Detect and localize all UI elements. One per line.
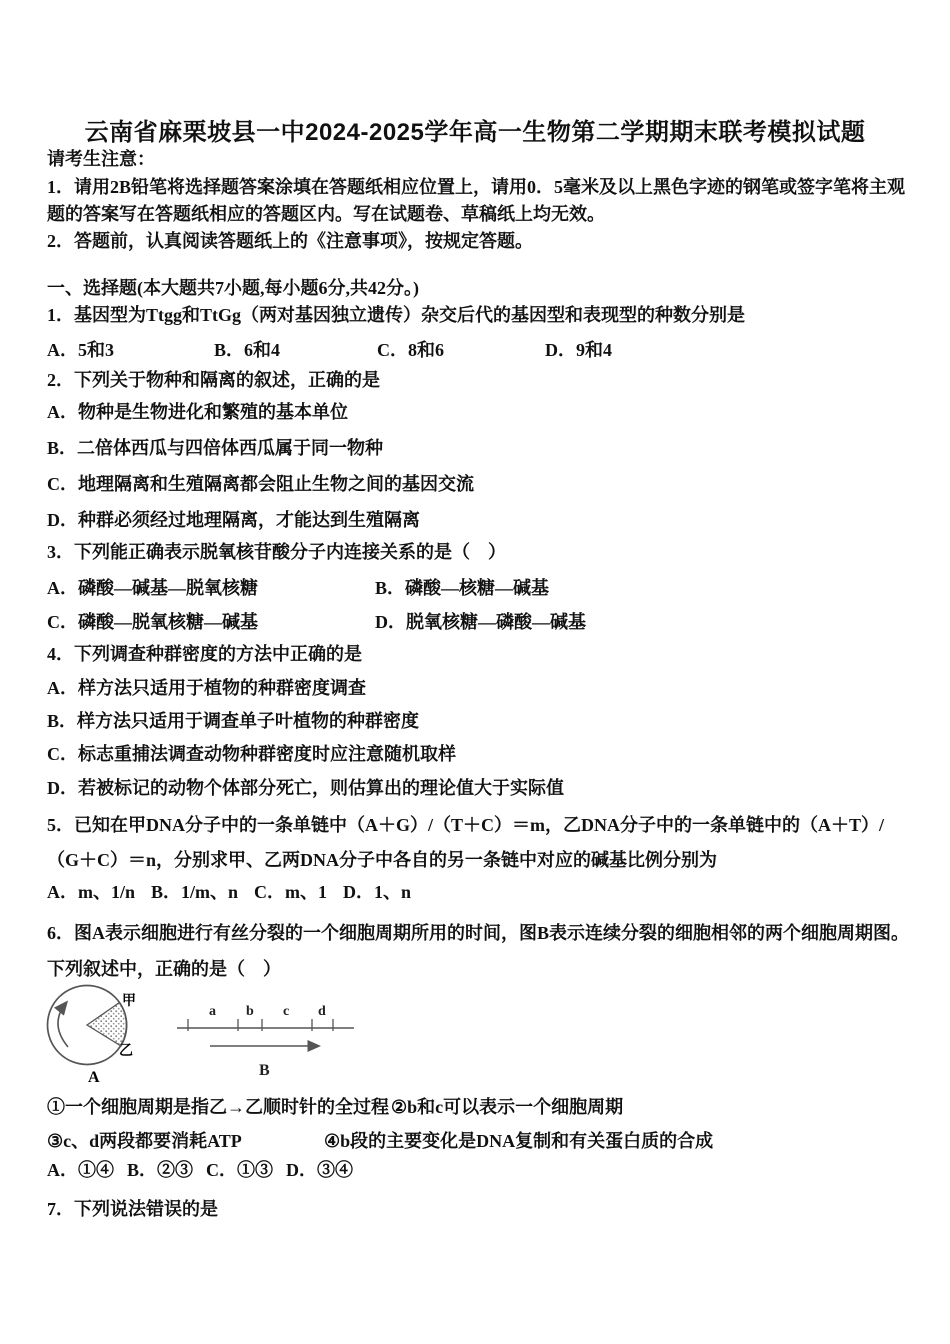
q5-option-c: C．m、1 [254, 882, 328, 902]
cycle-wedge [87, 1003, 127, 1047]
figure-b-label: B [259, 1062, 270, 1079]
cell-cycle-figure [40, 975, 385, 1093]
q6-statement-3: ③c、d两段都要消耗ATP [47, 1131, 242, 1151]
question-3-options-row1 [47, 574, 909, 600]
q3-option-d: D．脱氧核糖—磷酸—碱基 [375, 612, 586, 632]
q1-option-d: D．9和4 [545, 340, 612, 360]
wedge-label-yi: 乙 [119, 1044, 133, 1059]
segment-label-c: c [283, 1004, 290, 1019]
segment-label-b: b [246, 1004, 254, 1019]
q2-option-c: C．地理隔离和生殖隔离都会阻止生物之间的基因交流 [47, 474, 474, 494]
question-2-text: 2．下列关于物种和隔离的叙述，正确的是 [47, 370, 380, 390]
question-6-options [47, 1158, 353, 1182]
figure-a-cycle-diagram [48, 986, 137, 1087]
q1-option-c: C．8和6 [377, 340, 444, 360]
question-3-text: 3．下列能正确表示脱氧核苷酸分子内连接关系的是（ ） [47, 542, 506, 562]
wedge-label-jia: 甲 [122, 994, 136, 1009]
q6-statement-4: ④b段的主要变化是DNA复制和有关蛋白质的合成 [324, 1131, 714, 1151]
figure-a-label: A [88, 1069, 100, 1086]
section-heading: 一、选择题(本大题共7小题,每小题6分,共42分。) [47, 278, 419, 298]
notice-item-1: 1．请用2B铅笔将选择题答案涂填在答题纸相应位置上，请用0．5毫米及以上黑色字迹的钢笔或签字笔将主观题的答案写在答题纸相应的答题区内。写在试题卷、草稿纸上均无效。 [47, 177, 906, 224]
question-7-text: 7．下列说法错误的是 [47, 1199, 218, 1219]
question-1-text: 1．基因型为Ttgg和TtGg（两对基因独立遗传）杂交后代的基因型和表现型的种数分别是 [47, 305, 745, 325]
q6-statement-2: ②b和c可以表示一个细胞周期 [391, 1097, 624, 1117]
q3-option-b: B．磷酸—核糖—碱基 [375, 578, 550, 598]
q6-statements-row2 [47, 1127, 909, 1153]
q5-option-b: B．1/m、n [151, 882, 239, 902]
q6-option-d: D．③④ [286, 1160, 354, 1180]
segment-label-a: a [209, 1004, 216, 1019]
q2-option-d: D．种群必须经过地理隔离，才能达到生殖隔离 [47, 510, 420, 530]
question-3-options-row2 [47, 608, 909, 634]
q6-option-b: B．②③ [127, 1160, 194, 1180]
q3-option-c: C．磷酸—脱氧核糖—碱基 [47, 612, 258, 632]
rotation-arrow-icon [58, 1003, 68, 1047]
figure-b-timeline-diagram [177, 1004, 354, 1079]
question-1-options [47, 336, 909, 362]
question-6-text: 6．图A表示细胞进行有丝分裂的一个细胞周期所用的时间，图B表示连续分裂的细胞相邻的两个细胞周期图。下列叙述中，正确的是（ ） [47, 923, 909, 979]
question-4-text: 4．下列调查种群密度的方法中正确的是 [47, 644, 362, 664]
notice-item-2: 2．答题前，认真阅读答题纸上的《注意事项》，按规定答题。 [47, 231, 533, 251]
q4-option-d: D．若被标记的动物个体部分死亡，则估算出的理论值大于实际值 [47, 778, 564, 798]
q5-option-a: A．m、1/n [47, 882, 136, 902]
q2-option-b: B．二倍体西瓜与四倍体西瓜属于同一物种 [47, 438, 384, 458]
notice-header: 请考生注意： [47, 149, 155, 169]
question-5-text: 5．已知在甲DNA分子中的一条单链中（A＋G）/（T＋C）＝m，乙DNA分子中的一条单链中的（A＋T）/（G＋C）＝n，分别求甲、乙两DNA分子中各自的另一条链中对应的碱基比例分别为 [47, 815, 884, 870]
q1-option-b: B．6和4 [214, 340, 281, 360]
q4-option-b: B．样方法只适用于调查单子叶植物的种群密度 [47, 711, 420, 731]
segment-label-d: d [318, 1004, 326, 1019]
q4-option-a: A．样方法只适用于植物的种群密度调查 [47, 678, 366, 698]
q6-option-a: A．①④ [47, 1160, 114, 1180]
page-title: 云南省麻栗坡县一中2024-2025学年高一生物第二学期期末联考模拟试题 [84, 119, 866, 146]
q6-option-c: C．①③ [206, 1160, 274, 1180]
q6-statements-row1 [47, 1093, 909, 1119]
q6-statement-1: ①一个细胞周期是指乙→乙顺时针的全过程 [47, 1097, 389, 1117]
q4-option-c: C．标志重捕法调查动物种群密度时应注意随机取样 [47, 744, 456, 764]
q2-option-a: A．物种是生物进化和繁殖的基本单位 [47, 402, 348, 422]
question-5-options [47, 880, 411, 904]
q1-option-a: A．5和3 [47, 340, 114, 360]
q3-option-a: A．磷酸—碱基—脱氧核糖 [47, 578, 258, 598]
q5-option-d: D．1、n [343, 882, 412, 902]
